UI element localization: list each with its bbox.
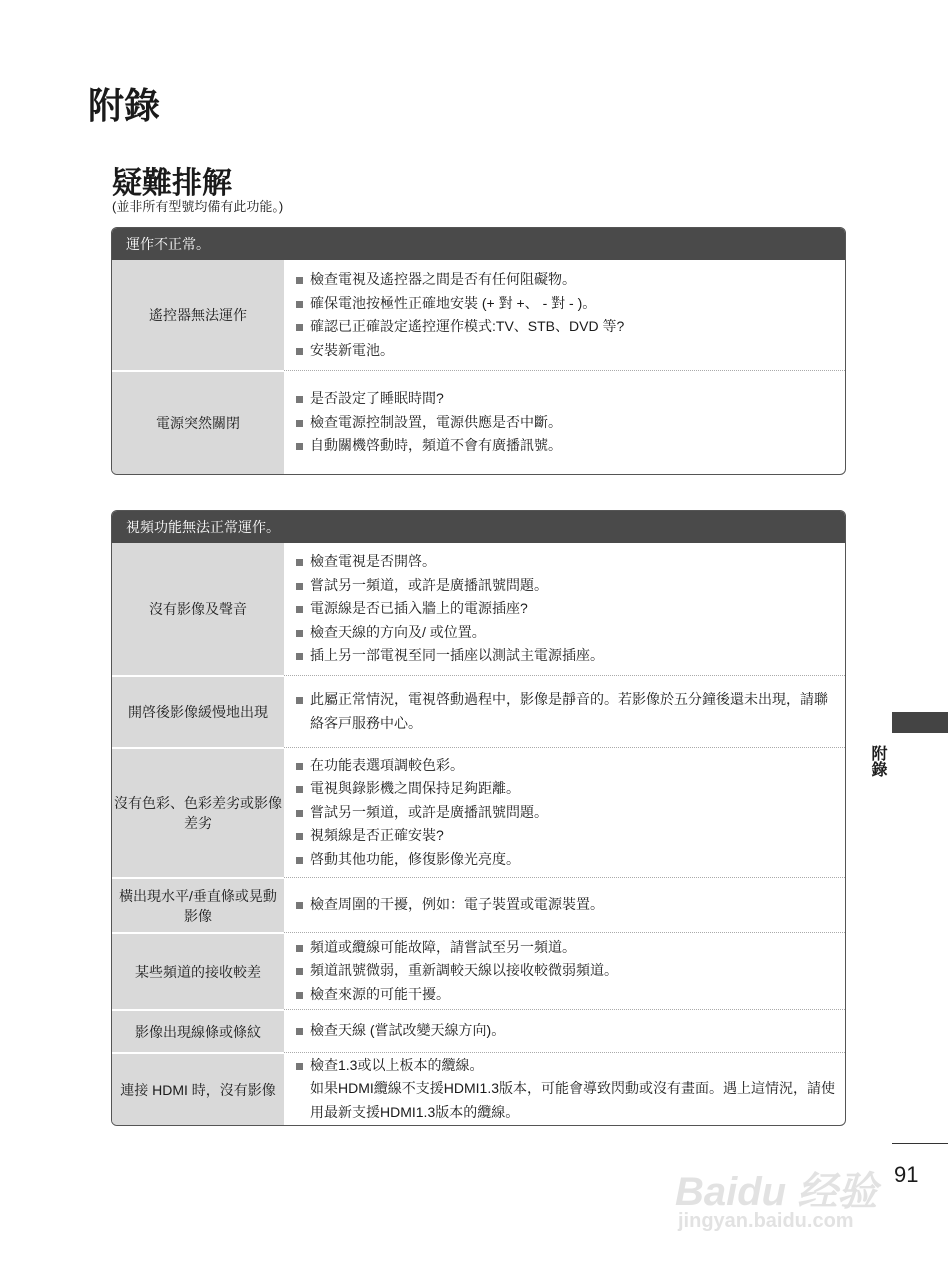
solution-list: [284, 675, 845, 747]
problem-label: 影像出現線條或條紋: [112, 1009, 284, 1052]
page-number-divider: [892, 1143, 948, 1144]
solution-item: 電視與錄影機之間保持足夠距離。: [296, 777, 835, 801]
table-row: [112, 675, 845, 747]
table-header: 視頻功能無法正常運作。: [112, 511, 845, 543]
side-tab-label: 附錄: [869, 745, 886, 777]
table-row: [112, 260, 845, 370]
solution-list: [284, 1052, 845, 1125]
solution-item: 確保電池按極性正確地安裝 (+ 對 +、 - 對 - )。: [296, 292, 835, 316]
table-row: [112, 370, 845, 474]
solution-item: 插上另一部電視至同一插座以測試主電源插座。: [296, 644, 835, 668]
solution-item: 此屬正常情況，電視啓動過程中，影像是靜音的。若影像於五分鐘後還未出現，請聯絡客戸服務中心。: [296, 688, 835, 735]
solution-item: 頻道或纜線可能故障，請嘗試至另一頻道。: [296, 936, 835, 960]
table-row: [112, 932, 845, 1009]
solution-item: 檢查天線 (嘗試改變天線方向)。: [296, 1019, 835, 1043]
table-header: 運作不正常。: [112, 228, 845, 260]
solution-item: 檢查電視及遙控器之間是否有任何阻礙物。: [296, 268, 835, 292]
solution-item: 檢查電視是否開啓。: [296, 550, 835, 574]
solution-list: [284, 932, 845, 1009]
solution-list: [284, 877, 845, 932]
solution-item: 頻道訊號微弱，重新調較天線以接收較微弱頻道。: [296, 959, 835, 983]
problem-label: 遙控器無法運作: [112, 260, 284, 370]
problem-label: 沒有色彩、色彩差劣或影像差劣: [112, 747, 284, 877]
solution-list: [284, 747, 845, 877]
watermark-logo: Baidu 经验: [675, 1170, 878, 1214]
problem-label: 橫出現水平/垂直條或晃動影像: [112, 877, 284, 932]
solution-item: 檢查來源的可能干擾。: [296, 983, 835, 1007]
troubleshooting-table-video: [111, 510, 846, 1126]
solution-item: 檢查電源控制設置，電源供應是否中斷。: [296, 411, 835, 435]
solution-item: 視頻線是否正確安裝?: [296, 824, 835, 848]
page-title: 附錄: [88, 85, 161, 126]
solution-list: [284, 1009, 845, 1052]
solution-item: 電源線是否已插入牆上的電源插座?: [296, 597, 835, 621]
solution-item: 檢查1.3或以上板本的纜線。: [296, 1054, 835, 1078]
solution-item: 自動關機啓動時，頻道不會有廣播訊號。: [296, 434, 835, 458]
problem-label: 某些頻道的接收較差: [112, 932, 284, 1009]
solution-item: 啓動其他功能，修復影像光亮度。: [296, 848, 835, 872]
table-row: [112, 747, 845, 877]
page-number: 91: [894, 1162, 919, 1187]
problem-label: 電源突然關閉: [112, 370, 284, 474]
solution-item: 安裝新電池。: [296, 339, 835, 363]
solution-item: 確認已正確設定遙控運作模式:TV、STB、DVD 等?: [296, 315, 835, 339]
solution-item: 檢查天線的方向及/ 或位置。: [296, 621, 835, 645]
side-tab-bar: [892, 712, 948, 733]
problem-label: 開啓後影像緩慢地出現: [112, 675, 284, 747]
solution-note: 如果HDMI纜線不支援HDMI1.3版本，可能會導致閃動或沒有畫面。遇上這情況，請使用最新支援HDMI1.3版本的纜線。: [310, 1080, 836, 1120]
problem-label: 連接 HDMI 時，沒有影像: [112, 1052, 284, 1125]
table-row: [112, 1009, 845, 1052]
solution-item: 嘗試另一頻道，或許是廣播訊號問題。: [296, 801, 835, 825]
section-title: 疑難排解: [112, 167, 232, 200]
troubleshooting-table-operation: [111, 227, 846, 475]
solution-item: 檢查周圍的干擾，例如：電子裝置或電源裝置。: [296, 893, 835, 917]
solution-item: 嘗試另一頻道，或許是廣播訊號問題。: [296, 574, 835, 598]
solution-item: 是否設定了睡眠時間?: [296, 387, 835, 411]
table-row: [112, 877, 845, 932]
watermark-url: jingyan.baidu.com: [678, 1210, 854, 1232]
solution-list: [284, 543, 845, 675]
section-note: (並非所有型號均備有此功能。): [112, 199, 284, 214]
problem-label: 沒有影像及聲音: [112, 543, 284, 675]
table-row: [112, 543, 845, 675]
solution-item: 在功能表選項調較色彩。: [296, 754, 835, 778]
solution-list: [284, 260, 845, 370]
table-row: [112, 1052, 845, 1125]
solution-list: [284, 370, 845, 474]
